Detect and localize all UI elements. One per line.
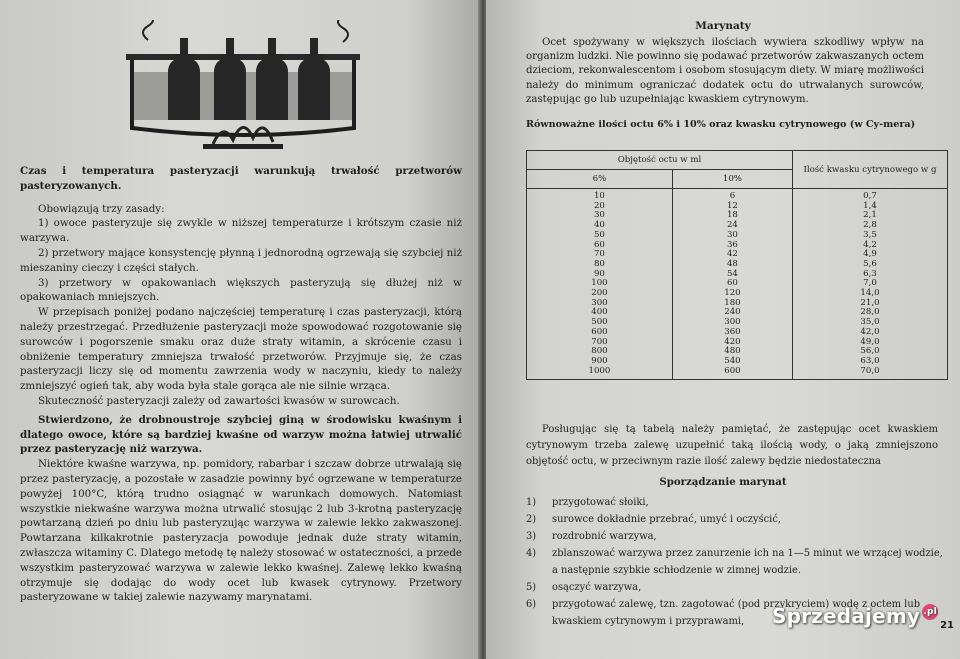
header-acid: Ilość kwasku cytrynowego w g (793, 151, 948, 189)
intro-paragraph: Ocet spożywany w większych ilościach wywiera szkodliwy wpływ na organizm ludzki. Nie powinno się podawać przetworów zakwaszanych octem dzieciom, rekonwalescentom i osobom stosującym diety. W miarę możliwości należy do minimum ograniczać dodatek octu do utrwalanych surowców, zastępując go lub uzupełniając kwaskiem cytrynowym. (526, 37, 924, 105)
step-number: 1) (526, 497, 537, 508)
table-cell-acid: 7,0 (863, 278, 877, 289)
pasteurization-illustration (118, 20, 368, 160)
table-caption: Równoważne ilości octu 6% i 10% oraz kwasku cytrynowego (w Cy-mera) (526, 119, 916, 130)
step-item (526, 579, 944, 596)
column-10-percent (672, 189, 792, 380)
table-cell-10: 360 (724, 326, 741, 337)
paragraph: Obowiązują trzy zasady: (38, 202, 165, 215)
column-6-percent (527, 189, 673, 380)
step-text: rozdrobnić warzywa, (552, 531, 657, 542)
table-cell-acid: 4,9 (863, 249, 877, 260)
table-cell-acid: 2,8 (863, 220, 877, 231)
step-text: przygotować zalewę, tzn. zagotować (pod przykryciem) wodę z octem lub kwaskiem cytrynowym i przyprawami, (552, 599, 921, 627)
section-title: Marynaty (695, 20, 751, 32)
table-cell-6: 200 (591, 288, 608, 299)
step-number: 4) (526, 548, 537, 559)
table-cell-10: 54 (726, 268, 738, 279)
step-number: 3) (526, 531, 537, 542)
table-cell-10: 300 (724, 317, 741, 328)
table-cell-acid: 0,7 (863, 191, 877, 201)
paragraph: 2) przetwory mające konsystencję płynną i jednorodną ogrzewają się szybciej niż mieszaniny cieczy i części stałych. (20, 246, 462, 274)
table-cell-10: 30 (726, 229, 738, 240)
subsection-title: Sporządzanie marynat (659, 476, 787, 488)
paragraph: Skuteczność pasteryzacji zależy od zawartości kwasów w surowcach. (38, 394, 400, 407)
left-body-text (20, 164, 462, 605)
table-cell-10: 420 (724, 336, 741, 347)
table-cell-acid: 3,5 (863, 229, 877, 240)
table-cell-10: 60 (726, 278, 738, 289)
table-cell-10: 600 (724, 365, 741, 376)
step-text: przygotować słoiki, (552, 497, 649, 508)
table-cell-6: 50 (593, 229, 605, 240)
column-citric-acid (793, 189, 948, 380)
table-cell-acid: 49,0 (860, 336, 880, 347)
step-item (526, 494, 944, 511)
paragraph: 1) owoce pasteryzuje się zwykle w niższej temperaturze i krótszym czasie niż warzywa. (20, 217, 462, 245)
table-cell-6: 70 (593, 249, 605, 260)
step-number: 6) (526, 599, 537, 610)
step-number: 2) (526, 514, 537, 525)
table-cell-6: 1000 (588, 365, 611, 376)
watermark-badge: .pl (922, 604, 938, 620)
table-cell-acid: 28,0 (860, 307, 880, 318)
table-cell-6: 40 (593, 220, 605, 231)
table-cell-6: 700 (591, 336, 608, 347)
table-cell-6: 100 (591, 278, 608, 289)
table-cell-6: 900 (591, 355, 608, 366)
table-cell-6: 60 (593, 239, 605, 250)
table-cell-10: 480 (724, 346, 741, 357)
watermark-text: Sprzedajemy (772, 604, 921, 628)
table-cell-10: 240 (724, 307, 741, 318)
table-cell-10: 6 (729, 191, 736, 201)
left-heading: Czas i temperatura pasteryzacji warunkują trwałość przetworów pasteryzowanych. (20, 165, 462, 192)
table-cell-6: 80 (593, 258, 605, 269)
table-cell-6: 20 (593, 200, 605, 211)
vinegar-citric-acid-table (526, 150, 948, 380)
table-cell-acid: 63,0 (860, 355, 880, 366)
table-cell-6: 800 (591, 346, 608, 357)
header-6-percent: 6% (527, 170, 673, 189)
table-cell-acid: 56,0 (860, 346, 880, 357)
table-cell-6: 400 (591, 307, 608, 318)
table-cell-10: 12 (726, 200, 738, 211)
page-number: 21 (940, 620, 954, 631)
table-cell-10: 42 (726, 249, 738, 260)
step-item (526, 511, 944, 528)
table-cell-acid: 2,1 (863, 210, 877, 221)
table-cell-acid: 35,0 (860, 317, 880, 328)
table-cell-10: 120 (724, 288, 741, 299)
table-cell-6: 10 (593, 191, 605, 201)
header-volume: Objętość octu w ml (527, 151, 793, 170)
step-text: surowce dokładnie przebrać, umyć i oczyścić, (552, 514, 782, 525)
table-cell-acid: 4,2 (863, 239, 877, 250)
step-text: osączyć warzywa, (552, 582, 642, 593)
table-cell-10: 18 (726, 210, 738, 221)
step-text: zblanszować warzywa przez zanurzenie ich na 1—5 minut we wrzącej wodzie, a następnie szybkie schłodzenie w zimnej wodzie. (552, 548, 943, 576)
step-number: 5) (526, 582, 537, 593)
right-page (486, 0, 960, 659)
watermark-logo (772, 604, 938, 628)
table-cell-6: 90 (593, 268, 605, 279)
table-cell-acid: 21,0 (860, 297, 880, 308)
paragraph: Niektóre kwaśne warzywa, np. pomidory, rabarbar i szczaw dobrze utrwalają się przez pasteryzację, a pozostałe w zasadzie powinny być ogrzewane w temperaturze powyżej 100°C, którą trudno osiągnąć w warunkach domowych. Natomiast wszystkie niekwaśne warzywa można utrwalić stosując 2 lub 3-krotną pasteryzację powtarzaną dzień po dniu lub pasteryzując warzywa w zalewie lekko zakwaszonej. Powtarzana kilkakrotnie pasteryzacja powoduje jednak duże straty witamin, zwłaszcza witaminy C. Dlatego metodę tę należy stosować w ostateczności, a przede wszystkim pasteryzować warzywa w zalewie lekko kwaśnej. Zalewę lekko kwaśną otrzymuje się dodając do wody ocet lub kwasek cytrynowy. Przetwory pasteryzowane w takiej zalewie nazywamy marynatami. (20, 458, 462, 604)
paragraph: Stwierdzono, że drobnoustroje szybciej giną w środowisku kwaśnym i dlatego owoce, które są bardziej kwaśne od warzyw można łatwiej utrwalić przez pasteryzację niż warzywa. (20, 413, 462, 456)
table-cell-10: 48 (726, 258, 738, 269)
table-cell-acid: 14,0 (860, 288, 880, 299)
paragraph: W przepisach poniżej podano najczęściej temperaturę i czas pasteryzacji, którą należy przestrzegać. Przedłużenie pasteryzacji może spowodować rozgotowanie się surowców i pogorszenie smaku oraz duże straty witamin, a skrócenie czasu i obniżenie temperatury zmniejsza trwałość przetworów. Przyjmuje się, że czas pasteryzacji liczy się od momentu zawrzenia wody w naczyniu, kiedy to należy zmniejszyć ogień tak, aby woda była stale gorąca ale nie silnie wrząca. (20, 306, 462, 393)
table-cell-6: 600 (591, 326, 608, 337)
table-cell-acid: 5,6 (863, 258, 877, 269)
header-10-percent: 10% (672, 170, 792, 189)
table-cell-acid: 1,4 (863, 200, 877, 211)
step-item (526, 545, 944, 579)
paragraph: 3) przetwory w opakowaniach większych pasteryzują się dłużej niż w opakowaniach mniejszych. (20, 276, 462, 304)
table-cell-acid: 6,3 (863, 268, 877, 279)
table-cell-10: 36 (726, 239, 738, 250)
table-cell-acid: 42,0 (860, 326, 880, 337)
table-cell-10: 540 (724, 355, 741, 366)
step-item (526, 528, 944, 545)
table-cell-10: 180 (724, 297, 741, 308)
table-cell-acid: 70,0 (860, 365, 880, 376)
table-cell-6: 30 (593, 210, 605, 221)
table-note: Posługując się tą tabelą należy pamiętać, że zastępując ocet kwaskiem cytrynowym trzeba zalewę uzupełnić taką ilością wody, o jaką zmniejszono objętość octu, w przeciwnym razie ilość zalewy będzie niedostateczna (526, 424, 938, 467)
table-cell-10: 24 (726, 220, 738, 231)
table-cell-6: 300 (591, 297, 608, 308)
table-cell-6: 500 (591, 317, 608, 328)
